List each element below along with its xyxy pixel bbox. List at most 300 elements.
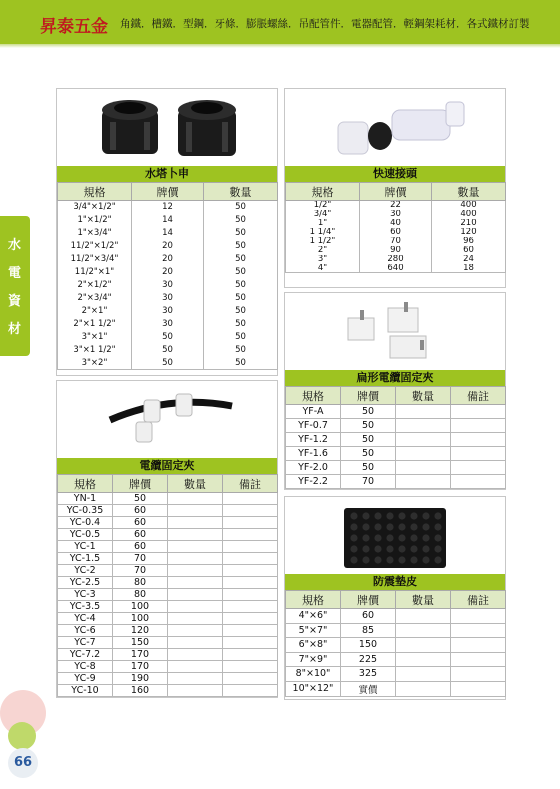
table-row [58, 613, 278, 625]
table-cell: 1 1/2" [286, 237, 360, 246]
table-cell [168, 577, 223, 589]
table-cell: 70 [113, 565, 168, 577]
table-cell [451, 475, 506, 489]
col-header-spec: 規格 [58, 183, 132, 201]
table-cell: 50 [204, 240, 278, 253]
table-cell: 3/4"×1/2" [58, 201, 132, 214]
col-header-note: 備註 [223, 475, 278, 493]
pad-dimple [362, 545, 369, 552]
side-tab-char: 水 [8, 238, 22, 253]
category-list: 角鐵．槽鐵．型鋼．牙條．膨脹螺絲．吊配管件．電器配管．輕鋼架耗材．各式鐵材訂製 [120, 18, 530, 30]
table-cell: 1/2" [286, 201, 360, 210]
table-cell [168, 493, 223, 505]
table-row [58, 577, 278, 589]
table-cell: YF-2.2 [286, 475, 341, 489]
col-header-spec: 規格 [286, 591, 341, 609]
pad-dimple [362, 523, 369, 530]
table-cell: 50 [204, 305, 278, 318]
table-cell [223, 625, 278, 637]
table-cell: 50 [132, 357, 204, 370]
table-cell [168, 625, 223, 637]
pad-dimple [422, 556, 429, 563]
rubber-pad-image [340, 502, 450, 572]
table-cell: 3"×1" [58, 331, 132, 344]
table-cell [168, 673, 223, 685]
table-cell [396, 419, 451, 433]
pad-dimple [410, 523, 417, 530]
col-header-qty: 數量 [204, 183, 278, 201]
table-cell: YF-2.0 [286, 461, 341, 475]
table-cell: 22 [360, 201, 432, 210]
table-cell [168, 685, 223, 697]
table-cell: YC-3.5 [58, 601, 113, 613]
table-cell: 11/2"×3/4" [58, 253, 132, 266]
table-cell: 實價 [341, 681, 396, 696]
table-cell: 50 [341, 419, 396, 433]
table-row [58, 625, 278, 637]
col-header-qty: 數量 [396, 591, 451, 609]
pad-dimple [386, 534, 393, 541]
table-row [286, 667, 506, 682]
table-row [58, 292, 278, 305]
table-row [58, 227, 278, 240]
table-row [58, 331, 278, 344]
flat-cable-clip-image [330, 296, 460, 366]
table-cell: 210 [432, 219, 506, 228]
table-row [286, 219, 506, 228]
table-row [58, 553, 278, 565]
table-cell: 60 [341, 609, 396, 624]
table-cell: 90 [360, 246, 432, 255]
table-row [58, 649, 278, 661]
table-cell: YC-0.35 [58, 505, 113, 517]
table-cell [451, 623, 506, 638]
pad-dimple [410, 556, 417, 563]
pad-dimple [386, 523, 393, 530]
table-cell: YC-7.2 [58, 649, 113, 661]
table-row [58, 601, 278, 613]
table-cell: 325 [341, 667, 396, 682]
table-cell: 50 [204, 331, 278, 344]
table-cell: 7"×9" [286, 652, 341, 667]
table-cell: 400 [432, 201, 506, 210]
table-row [58, 253, 278, 266]
table-row [58, 673, 278, 685]
table-cell [168, 565, 223, 577]
table-cell: 80 [113, 577, 168, 589]
table-row [286, 609, 506, 624]
table-cell: 1 1/4" [286, 228, 360, 237]
table-row [58, 279, 278, 292]
side-tab-char: 電 [8, 266, 22, 281]
table-row [58, 505, 278, 517]
table-cell: 11/2"×1" [58, 266, 132, 279]
table-cell [223, 517, 278, 529]
table-cell: 50 [204, 279, 278, 292]
table-cell [223, 685, 278, 697]
table-cell: 150 [113, 637, 168, 649]
table-cell: 3"×1 1/2" [58, 344, 132, 357]
table-cell: 50 [204, 253, 278, 266]
table-cell: YC-7 [58, 637, 113, 649]
table-cell: 85 [341, 623, 396, 638]
table-cell: YC-2 [58, 565, 113, 577]
table-cell: 4"×6" [286, 609, 341, 624]
table-row [286, 201, 506, 210]
table-cell [223, 553, 278, 565]
header-bar [0, 0, 560, 44]
table-cell [168, 649, 223, 661]
table-cell [396, 667, 451, 682]
table-cell [451, 609, 506, 624]
table-cell: 120 [113, 625, 168, 637]
table-cell: YF-1.6 [286, 447, 341, 461]
pad-dimple [362, 556, 369, 563]
pad-dimple [362, 512, 369, 519]
table-cell: 50 [341, 433, 396, 447]
table-cell [396, 623, 451, 638]
pad-dimple [398, 545, 405, 552]
pad-dimple [422, 545, 429, 552]
table-cell [223, 529, 278, 541]
table-row [286, 433, 506, 447]
anti-vibration-pad-photo [340, 502, 450, 572]
table-cell: 400 [432, 210, 506, 219]
brand-name: 昇泰五金 [40, 17, 108, 37]
table-row [286, 419, 506, 433]
table-cell [168, 601, 223, 613]
pad-dimple [422, 523, 429, 530]
table-cell [451, 433, 506, 447]
table-cell: YC-6 [58, 625, 113, 637]
pad-dimple [350, 556, 357, 563]
col-header-price: 牌價 [113, 475, 168, 493]
pad-dimple [374, 534, 381, 541]
pipe-bushing-image [90, 92, 250, 162]
table-cell: 8"×10" [286, 667, 341, 682]
table-cell [451, 405, 506, 419]
table-row [286, 638, 506, 653]
pad-dimple [434, 534, 441, 541]
cable-clip-table [57, 474, 278, 697]
table-cell: 60 [113, 505, 168, 517]
table-cell: 100 [113, 601, 168, 613]
table-cell: 30 [132, 318, 204, 331]
table-cell: 50 [204, 227, 278, 240]
table-cell [223, 673, 278, 685]
table-row [286, 447, 506, 461]
side-tab-char: 資 [8, 294, 22, 309]
table-cell: YC-9 [58, 673, 113, 685]
side-tab-char: 材 [8, 322, 22, 337]
cable-clip-title: 電纜固定夾 [57, 458, 277, 474]
pad-dimple [374, 523, 381, 530]
table-cell [223, 649, 278, 661]
pad-dimple [362, 534, 369, 541]
anti-vibration-pad-table [285, 590, 506, 697]
table-cell: 50 [204, 292, 278, 305]
col-header-price: 牌價 [341, 591, 396, 609]
header-shadow [0, 44, 560, 48]
table-cell: 225 [341, 652, 396, 667]
table-cell: 190 [113, 673, 168, 685]
table-cell: 3" [286, 255, 360, 264]
table-cell: 2"×3/4" [58, 292, 132, 305]
table-row [286, 237, 506, 246]
table-cell: 50 [341, 405, 396, 419]
table-row [58, 685, 278, 697]
table-row [286, 405, 506, 419]
table-cell [451, 638, 506, 653]
pad-dimple [374, 556, 381, 563]
table-row [58, 517, 278, 529]
pad-dimple [350, 523, 357, 530]
table-cell: 70 [113, 553, 168, 565]
pad-dimple [350, 534, 357, 541]
table-cell [451, 419, 506, 433]
table-cell: 640 [360, 264, 432, 273]
pad-dimple [434, 523, 441, 530]
pad-dimple [398, 512, 405, 519]
pad-dimple [434, 512, 441, 519]
table-row [286, 652, 506, 667]
table-row [58, 318, 278, 331]
col-header-qty: 數量 [432, 183, 506, 201]
table-cell [396, 652, 451, 667]
table-cell [223, 661, 278, 673]
col-header-spec: 規格 [286, 387, 341, 405]
anti-vibration-pad-title: 防震墊皮 [285, 574, 505, 590]
table-cell [396, 433, 451, 447]
table-cell: 60 [113, 541, 168, 553]
table-cell [168, 553, 223, 565]
table-cell: 11/2"×1/2" [58, 240, 132, 253]
table-row [58, 565, 278, 577]
table-cell [223, 541, 278, 553]
pad-dimple [434, 556, 441, 563]
table-cell: 30 [132, 305, 204, 318]
table-cell [223, 637, 278, 649]
table-row [58, 344, 278, 357]
table-cell: 100 [113, 613, 168, 625]
table-cell [396, 638, 451, 653]
table-cell: 20 [132, 253, 204, 266]
table-cell: YC-10 [58, 685, 113, 697]
pad-dimple [398, 523, 405, 530]
table-cell: 20 [132, 266, 204, 279]
flat-cable-clip-photo [330, 296, 460, 366]
table-cell: 60 [113, 517, 168, 529]
table-cell [168, 517, 223, 529]
table-row [58, 529, 278, 541]
table-cell: 1"×1/2" [58, 214, 132, 227]
table-cell: 12 [132, 201, 204, 214]
pad-dimple [374, 512, 381, 519]
table-row [58, 214, 278, 227]
pad-dimple [386, 512, 393, 519]
table-cell: 40 [360, 219, 432, 228]
pad-dimple [410, 545, 417, 552]
table-cell: 50 [113, 493, 168, 505]
table-cell [396, 681, 451, 696]
pad-dimple [422, 534, 429, 541]
table-cell [451, 461, 506, 475]
flat-cable-clip-title: 扁形電纜固定夾 [285, 370, 505, 386]
table-row [286, 623, 506, 638]
table-cell: 20 [132, 240, 204, 253]
table-cell: 1" [286, 219, 360, 228]
table-cell: YC-1.5 [58, 553, 113, 565]
table-cell: 160 [113, 685, 168, 697]
pad-dimple [350, 545, 357, 552]
table-cell [168, 505, 223, 517]
table-cell: YN-1 [58, 493, 113, 505]
table-cell: YC-1 [58, 541, 113, 553]
table-row [58, 305, 278, 318]
col-header-price: 牌價 [341, 387, 396, 405]
table-row [58, 637, 278, 649]
decor-circle-green [8, 722, 36, 750]
table-cell [168, 661, 223, 673]
quick-connector-photo [320, 92, 480, 162]
pad-dimple [386, 545, 393, 552]
table-cell: YF-A [286, 405, 341, 419]
table-cell: YC-2.5 [58, 577, 113, 589]
table-row [286, 228, 506, 237]
table-cell: YC-0.5 [58, 529, 113, 541]
table-cell [223, 577, 278, 589]
table-cell: 70 [360, 237, 432, 246]
pad-dimple [374, 545, 381, 552]
table-row [58, 541, 278, 553]
col-header-note: 備註 [451, 387, 506, 405]
table-cell: YF-0.7 [286, 419, 341, 433]
table-cell [451, 681, 506, 696]
table-cell: 150 [341, 638, 396, 653]
pad-dimple [398, 556, 405, 563]
table-cell: 96 [432, 237, 506, 246]
table-row [58, 201, 278, 214]
col-header-qty: 數量 [168, 475, 223, 493]
table-cell: 50 [204, 318, 278, 331]
table-cell: 50 [204, 214, 278, 227]
table-cell: 50 [204, 266, 278, 279]
pad-dimple [410, 534, 417, 541]
table-cell: 120 [432, 228, 506, 237]
table-cell: 5"×7" [286, 623, 341, 638]
table-row [58, 589, 278, 601]
table-cell: 60 [360, 228, 432, 237]
table-cell [223, 565, 278, 577]
table-cell: 3/4" [286, 210, 360, 219]
table-cell: 10"×12" [286, 681, 341, 696]
table-cell: 50 [132, 331, 204, 344]
page-number: 66 [8, 748, 38, 778]
cable-clip-photo [100, 384, 240, 454]
table-row [286, 475, 506, 489]
table-cell [223, 613, 278, 625]
col-header-qty: 數量 [396, 387, 451, 405]
table-row [58, 661, 278, 673]
table-row [286, 210, 506, 219]
table-cell: 4" [286, 264, 360, 273]
table-cell [396, 405, 451, 419]
quick-connector-image [320, 92, 480, 162]
tower-bushing-table [57, 182, 278, 370]
table-cell: YC-3 [58, 589, 113, 601]
table-cell: YC-4 [58, 613, 113, 625]
table-cell: 14 [132, 214, 204, 227]
table-cell: YF-1.2 [286, 433, 341, 447]
quick-connector-title: 快速接頭 [285, 166, 505, 182]
table-cell: 280 [360, 255, 432, 264]
table-cell: 18 [432, 264, 506, 273]
table-cell: 24 [432, 255, 506, 264]
col-header-note: 備註 [451, 591, 506, 609]
pad-dimple [398, 534, 405, 541]
table-cell [396, 461, 451, 475]
tower-bushing-title: 水塔卜申 [57, 166, 277, 182]
table-cell: 2"×1 1/2" [58, 318, 132, 331]
table-cell [168, 541, 223, 553]
table-row [286, 246, 506, 255]
table-row [58, 240, 278, 253]
table-cell [451, 652, 506, 667]
pad-dimple [434, 545, 441, 552]
table-cell: 2" [286, 246, 360, 255]
col-header-spec: 規格 [58, 475, 113, 493]
table-cell [451, 447, 506, 461]
table-cell: 1"×3/4" [58, 227, 132, 240]
table-cell [223, 505, 278, 517]
table-cell [168, 529, 223, 541]
table-cell [396, 609, 451, 624]
table-cell [168, 613, 223, 625]
table-cell: 30 [360, 210, 432, 219]
table-cell [223, 493, 278, 505]
table-cell: 50 [204, 344, 278, 357]
table-cell: 60 [432, 246, 506, 255]
table-row [286, 461, 506, 475]
table-cell: YC-0.4 [58, 517, 113, 529]
table-cell: 60 [113, 529, 168, 541]
table-row [58, 266, 278, 279]
table-cell: 30 [132, 292, 204, 305]
table-cell: YC-8 [58, 661, 113, 673]
pad-dimple [350, 512, 357, 519]
table-cell: 3"×2" [58, 357, 132, 370]
table-cell [168, 637, 223, 649]
table-row [286, 255, 506, 264]
quick-connector-table [285, 182, 506, 273]
pad-dimple [422, 512, 429, 519]
table-cell: 2"×1/2" [58, 279, 132, 292]
table-cell: 14 [132, 227, 204, 240]
col-header-price: 牌價 [132, 183, 204, 201]
table-cell [223, 589, 278, 601]
table-cell [396, 475, 451, 489]
table-cell: 6"×8" [286, 638, 341, 653]
cable-clip-image [100, 384, 240, 454]
table-cell: 50 [341, 461, 396, 475]
table-row [286, 264, 506, 273]
table-cell [223, 601, 278, 613]
table-cell: 2"×1" [58, 305, 132, 318]
col-header-spec: 規格 [286, 183, 360, 201]
table-cell: 70 [341, 475, 396, 489]
table-cell [451, 667, 506, 682]
table-cell: 50 [132, 344, 204, 357]
